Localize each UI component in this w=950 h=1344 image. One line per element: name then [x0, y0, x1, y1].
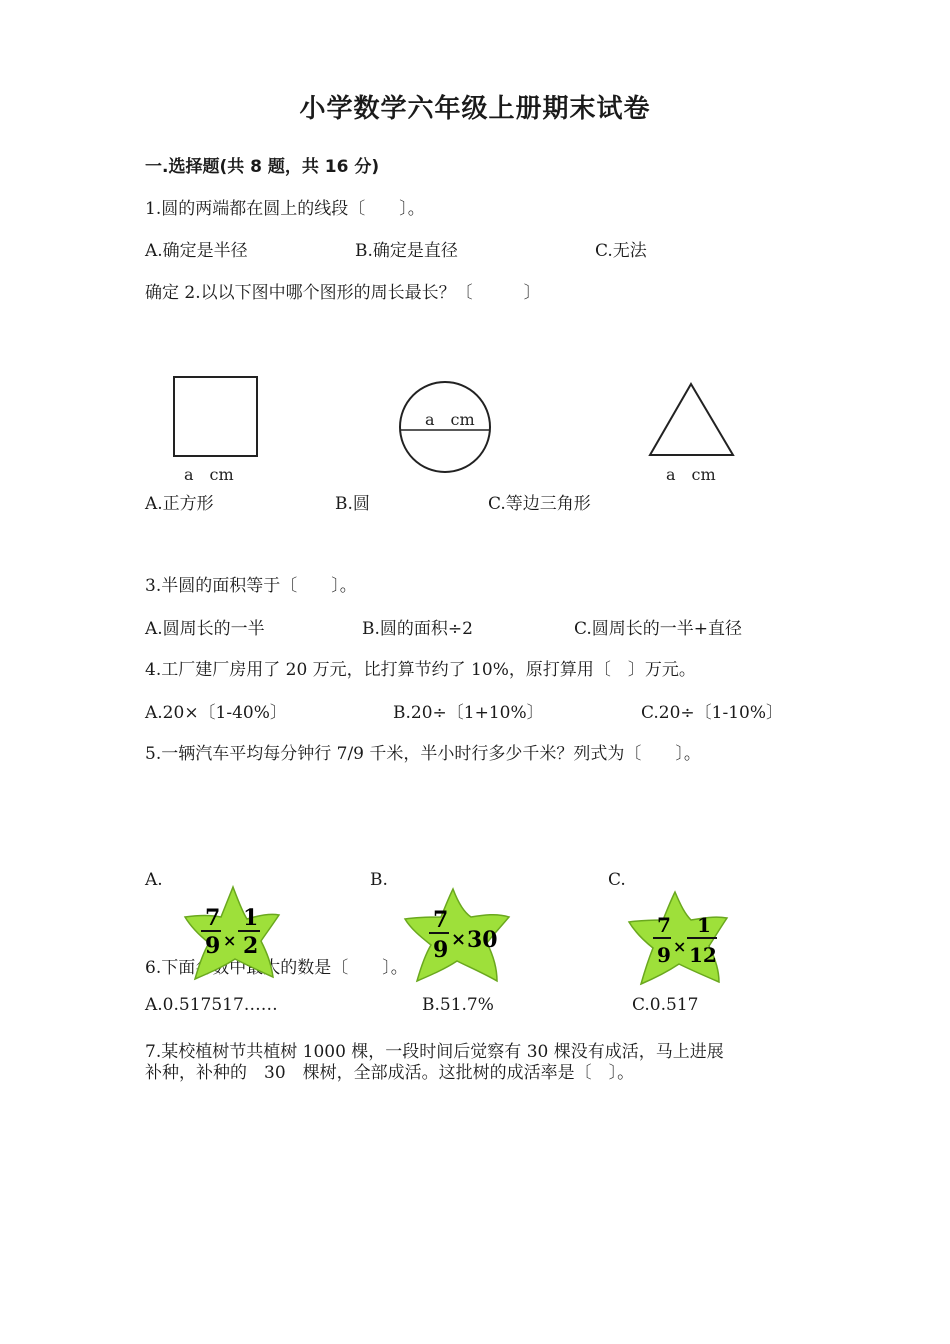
- question-4-option-b: B.20÷〔1+10%〕: [393, 703, 544, 723]
- question-1-stem: 1.圆的两端都在圆上的线段〔 〕。: [145, 199, 425, 219]
- star-option-a-image: [183, 883, 283, 983]
- question-7-stem-line-2: 补种，补种的 30 棵树，全部成活。这批树的成活率是〔 〕。: [145, 1063, 635, 1083]
- star-c-den2: 12: [689, 943, 717, 967]
- question-3-option-b: B.圆的面积÷2: [362, 619, 473, 639]
- question-4-option-a: A.20×〔1-40%〕: [145, 703, 287, 723]
- question-2-option-a: A.正方形: [145, 494, 214, 514]
- star-a-den: 9: [205, 933, 221, 959]
- question-5-option-a: A.: [145, 870, 163, 890]
- star-a-op: ×: [223, 931, 237, 950]
- question-6-option-c: C.0.517: [632, 995, 699, 1015]
- question-6-option-b: B.51.7%: [422, 995, 494, 1015]
- star-a-num2: 1: [243, 905, 259, 931]
- question-2-stem: 确定 2.以以下图中哪个图形的周长最长？〔 〕: [145, 283, 541, 303]
- star-c-num2: 1: [697, 913, 711, 937]
- star-b-op: ×: [451, 929, 467, 950]
- question-3-option-c: C.圆周长的一半+直径: [574, 619, 743, 639]
- question-4-stem: 4.工厂建厂房用了 20 万元，比打算节约了 10%，原打算用〔 〕万元。: [145, 660, 696, 680]
- question-6-stem: 6.下面各数中最大的数是〔 〕。: [145, 958, 408, 978]
- star-b-val: 30: [467, 927, 498, 953]
- question-5-option-c: C.: [608, 870, 626, 890]
- question-3-option-a: A.圆周长的一半: [145, 619, 265, 639]
- star-a-den2: 2: [243, 933, 259, 959]
- question-1-option-b: B.确定是直径: [355, 241, 458, 261]
- question-1-option-c: C.无法: [595, 241, 647, 261]
- star-option-c-image: [627, 888, 732, 988]
- star-b-num: 7: [433, 907, 449, 933]
- star-c-num: 7: [657, 913, 671, 937]
- circle-diameter-label: a cm: [425, 410, 475, 429]
- star-a-num: 7: [205, 905, 221, 931]
- triangle-figure: [645, 378, 740, 463]
- question-5-option-b: B.: [370, 870, 388, 890]
- star-option-b-image: [403, 885, 513, 985]
- question-7-stem-line-1: 7.某校植树节共植树 1000 棵，一段时间后觉察有 30 棵没有成活，马上进展: [145, 1042, 724, 1062]
- question-4-option-c: C.20÷〔1-10%〕: [641, 703, 784, 723]
- triangle-side-label: a cm: [666, 465, 716, 484]
- square-side-label: a cm: [184, 465, 234, 484]
- star-c-den: 9: [657, 943, 671, 967]
- page-title: 小学数学六年级上册期末试卷: [299, 94, 651, 124]
- question-1-option-a: A.确定是半径: [145, 241, 248, 261]
- question-6-option-a: A.0.517517……: [145, 995, 278, 1015]
- question-3-stem: 3.半圆的面积等于〔 〕。: [145, 576, 357, 596]
- question-2-option-b: B.圆: [335, 494, 370, 514]
- section-heading: 一.选择题(共 8 题，共 16 分): [145, 157, 380, 177]
- question-2-option-c: C.等边三角形: [488, 494, 591, 514]
- star-c-op: ×: [673, 937, 687, 956]
- star-b-den: 9: [433, 937, 449, 963]
- question-5-stem: 5.一辆汽车平均每分钟行 7/9 千米，半小时行多少千米？列式为〔 〕。: [145, 744, 701, 764]
